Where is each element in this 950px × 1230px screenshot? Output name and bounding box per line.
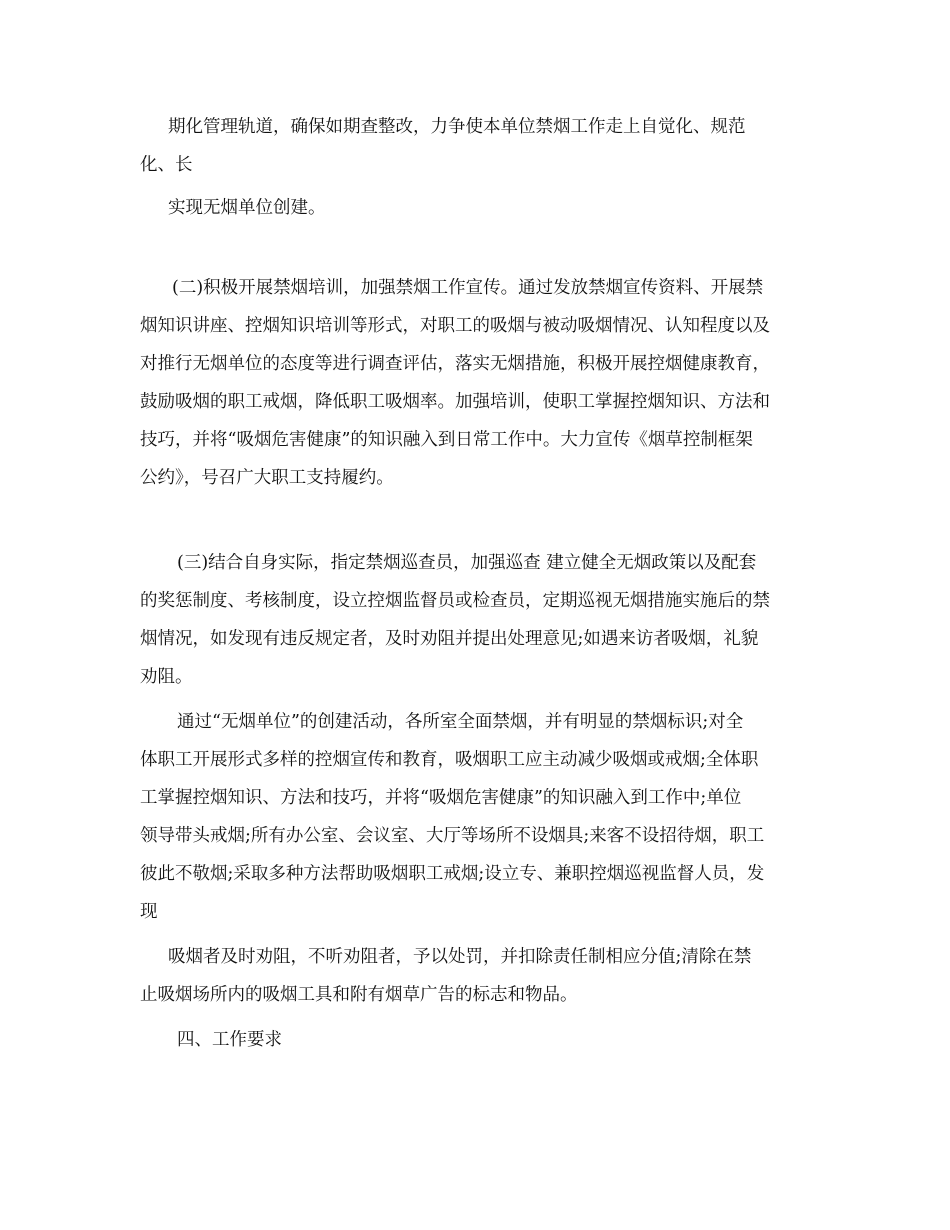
text-line: 彼此不敬烟;采取多种方法帮助吸烟职工戒烟;设立专、兼职控烟巡视监督人员，发 [140, 864, 765, 884]
text-line: 烟情况，如发现有违反规定者，及时劝阻并提出处理意见;如遇来访者吸烟，礼貌 [140, 629, 759, 649]
text-line: 期化管理轨道，确保如期查整改，力争使本单位禁烟工作走上自觉化、规范 [168, 117, 746, 137]
text-line: 鼓励吸烟的职工戒烟，降低职工吸烟率。加强培训，使职工掌握控烟知识、方法和 [140, 392, 770, 412]
section-heading: 四、工作要求 [177, 1030, 282, 1050]
text-line: 技巧，并将“吸烟危害健康”的知识融入到日常工作中。大力宣传《烟草控制框架 [140, 430, 753, 450]
text-line: 领导带头戒烟;所有办公室、会议室、大厅等场所不设烟具;来客不设招待烟，职工 [140, 826, 765, 846]
text-line: 现 [140, 902, 158, 922]
text-line: 通过“无烟单位”的创建活动，各所室全面禁烟，并有明显的禁烟标识;对全 [177, 712, 744, 732]
text-line: 工掌握控烟知识、方法和技巧，并将“吸烟危害健康”的知识融入到工作中;单位 [140, 788, 742, 808]
text-line: 公约》，号召广大职工支持履约。 [140, 468, 394, 488]
text-line: 烟知识讲座、控烟知识培训等形式，对职工的吸烟与被动吸烟情况、认知程度以及 [140, 316, 770, 336]
text-line: 的奖惩制度、考核制度，设立控烟监督员或检查员，定期巡视无烟措施实施后的禁 [140, 591, 770, 611]
text-line: (二)积极开展禁烟培训，加强禁烟工作宣传。通过发放禁烟宣传资料、开展禁 [172, 278, 764, 298]
text-line: 实现无烟单位创建。 [168, 198, 326, 218]
text-line: 化、长 [140, 155, 193, 175]
text-line: 吸烟者及时劝阻，不听劝阻者，予以处罚，并扣除责任制相应分值;清除在禁 [168, 947, 752, 967]
text-line: (三)结合自身实际，指定禁烟巡查员，加强巡查 建立健全无烟政策以及配套 [177, 553, 757, 573]
text-line: 止吸烟场所内的吸烟工具和附有烟草广告的标志和物品。 [140, 985, 578, 1005]
text-line: 劝阻。 [140, 667, 193, 687]
text-line: 体职工开展形式多样的控烟宣传和教育，吸烟职工应主动减少吸烟或戒烟;全体职 [140, 750, 759, 770]
text-line: 对推行无烟单位的态度等进行调查评估，落实无烟措施，积极开展控烟健康教育， [140, 354, 770, 374]
